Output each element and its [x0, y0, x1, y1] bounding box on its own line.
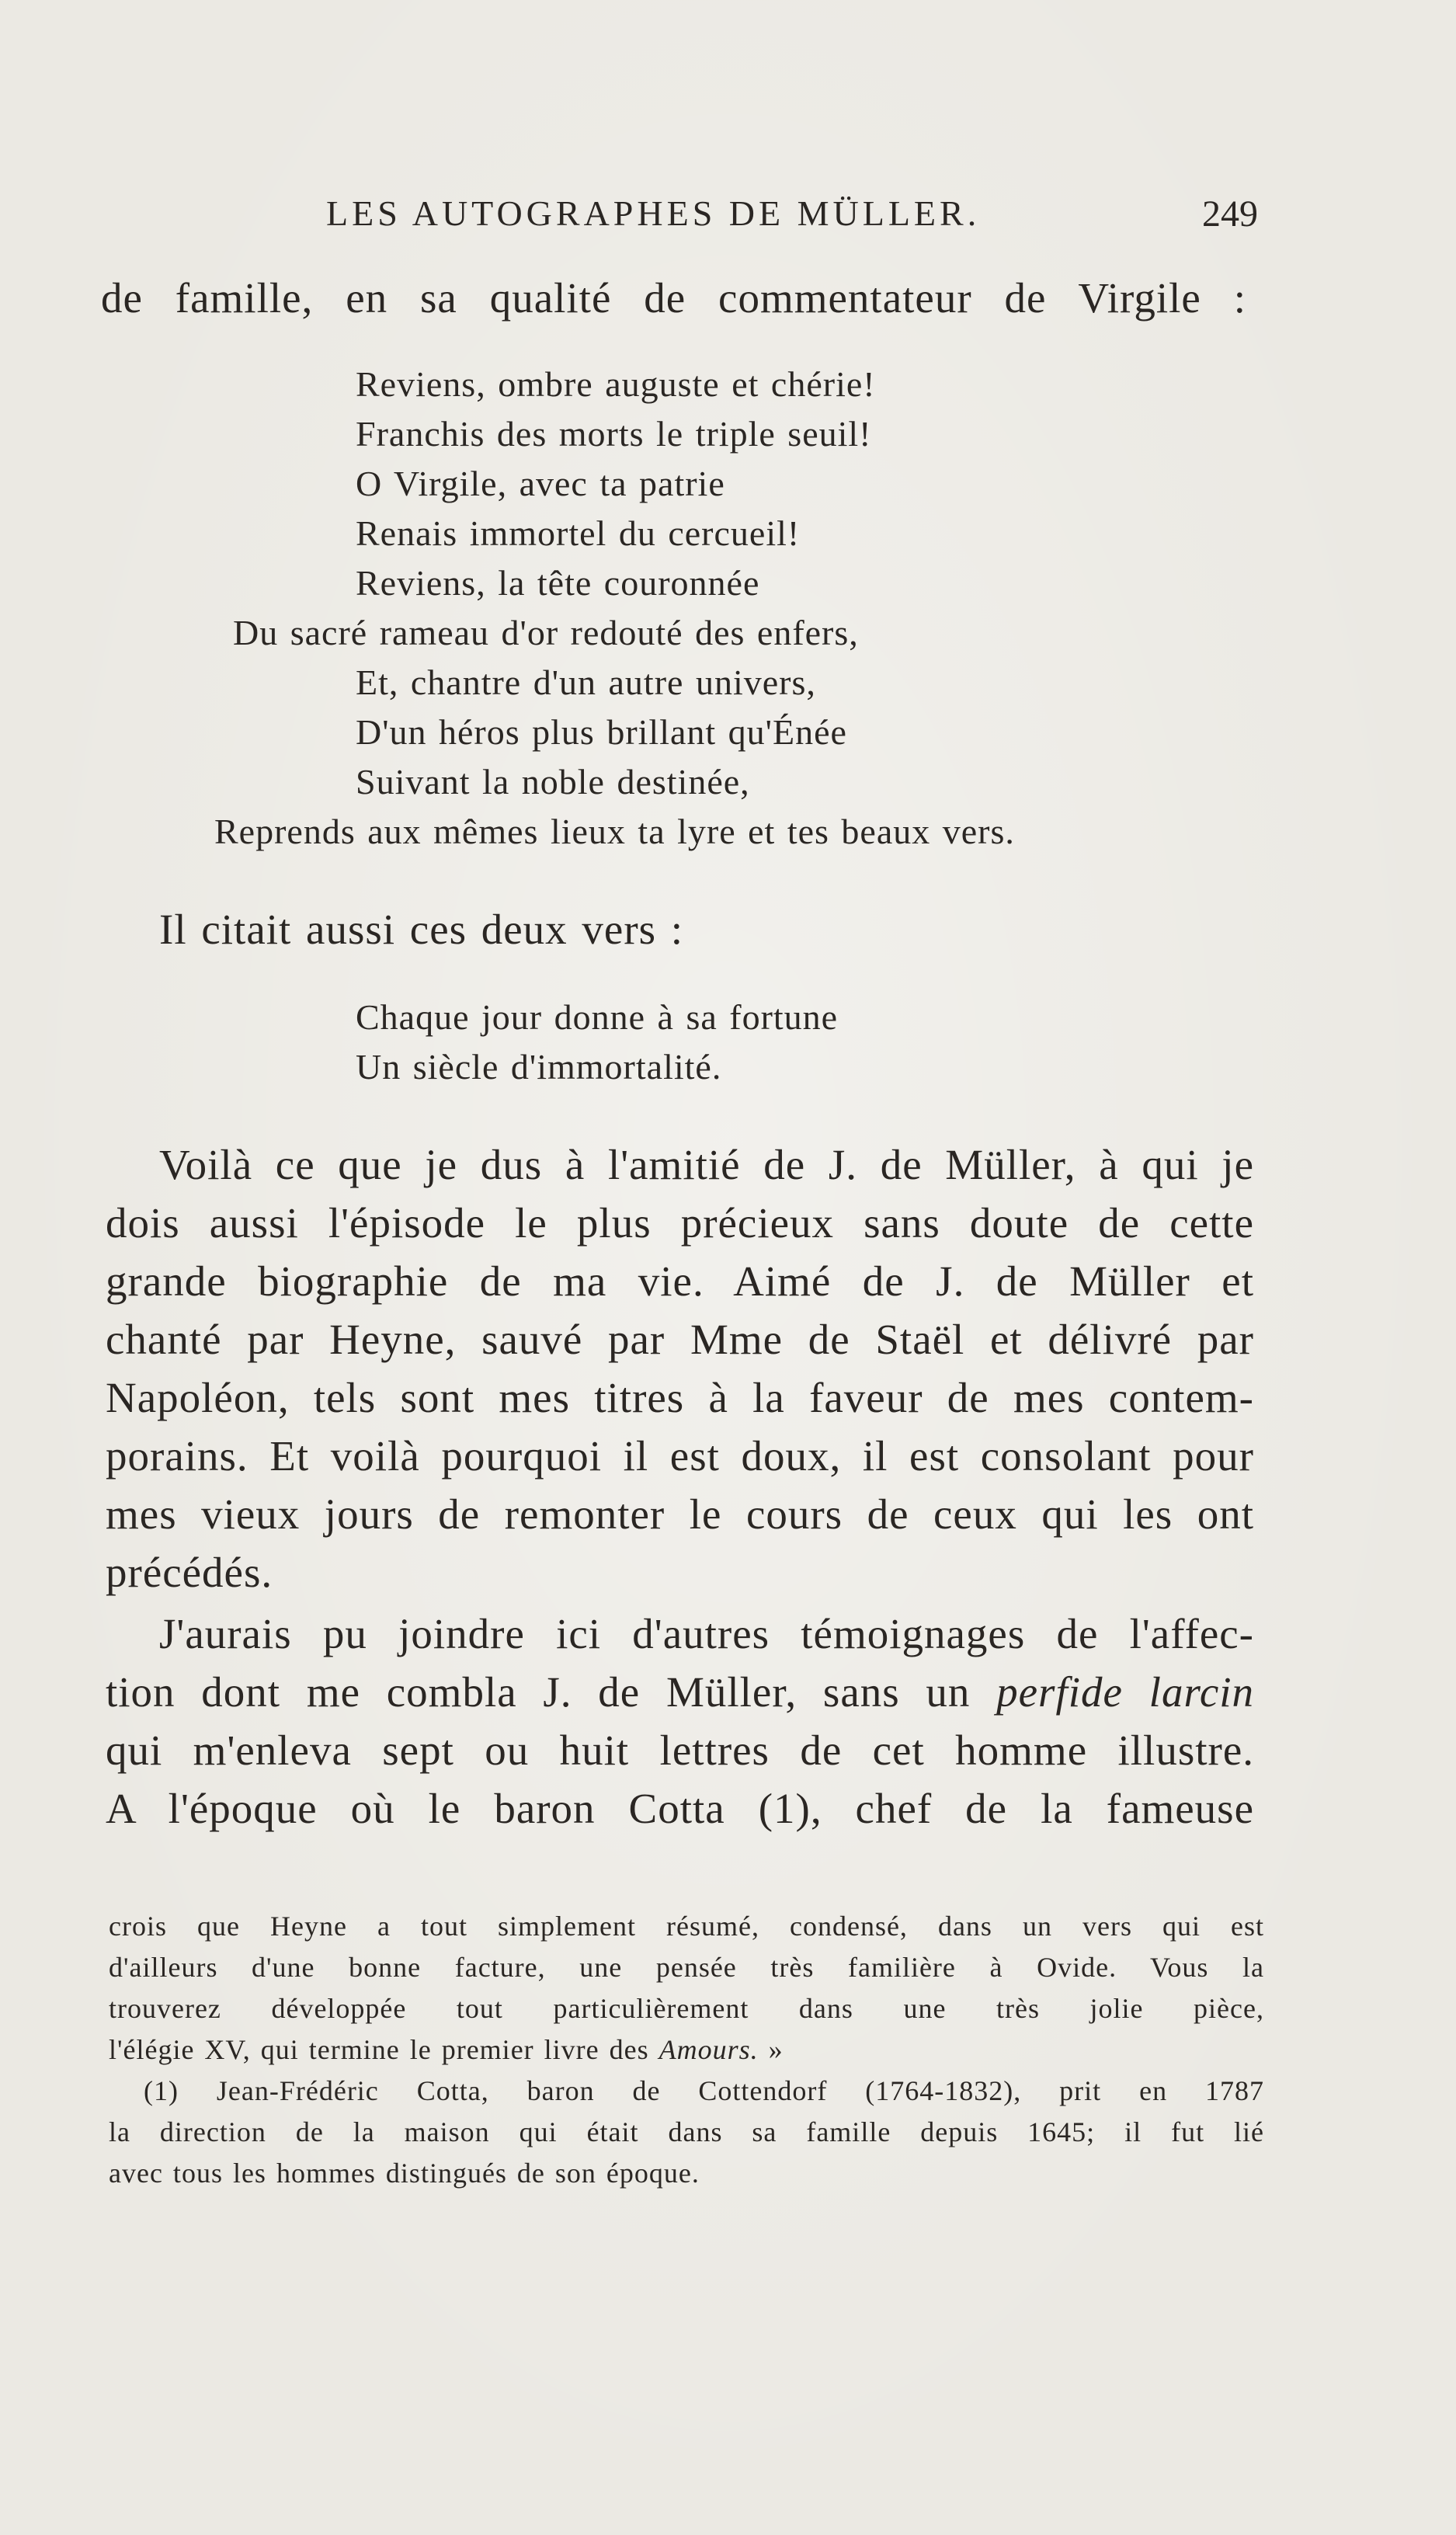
- text-line: [106, 1667, 1254, 1716]
- text-line: A l'époque où le baron Cotta (1), chef de la fameuse: [106, 1785, 1254, 1832]
- verse-line: Renais immortel du cercueil!: [356, 513, 801, 553]
- text-span: tion dont me combla J. de Müller, sans un: [106, 1668, 971, 1716]
- citation-intro: Il citait aussi ces deux vers :: [159, 906, 684, 953]
- verse-line: Et, chantre d'un autre univers,: [356, 662, 816, 702]
- text-line: chanté par Heyne, sauvé par Mme de Staël et délivré par: [106, 1316, 1254, 1363]
- verse-line: Reprends aux mêmes lieux ta lyre et tes beaux vers.: [214, 812, 1015, 851]
- page-header: [326, 193, 1258, 247]
- italic-phrase: perfide larcin: [996, 1668, 1255, 1716]
- verse-line: Chaque jour donne à sa fortune: [356, 997, 839, 1037]
- text-line: J'aurais pu joindre ici d'autres témoignages de l'affec-: [159, 1610, 1254, 1657]
- text-line: Napoléon, tels sont mes titres à la faveur de mes contem-: [106, 1374, 1254, 1421]
- footnote-line: (1) Jean-Frédéric Cotta, baron de Cottendorf (1764-1832), prit en 1787: [144, 2075, 1264, 2106]
- verse-line: Suivant la noble destinée,: [356, 762, 750, 802]
- text-span: »: [758, 2034, 784, 2065]
- page-number: 249: [1202, 193, 1258, 235]
- text-line: dois aussi l'épisode le plus précieux sans doute de cette: [106, 1199, 1254, 1247]
- text-line: précédés.: [106, 1549, 273, 1596]
- verse-line: Reviens, la tête couronnée: [356, 563, 760, 603]
- footnote-line: la direction de la maison qui était dans sa famille depuis 1645; il fut lié: [109, 2116, 1264, 2147]
- text-span: l'élégie XV, qui termine le premier livre des: [109, 2034, 649, 2065]
- footnote-line: trouverez développée tout particulièrement dans une très jolie pièce,: [109, 1993, 1264, 2024]
- running-title: LES AUTOGRAPHES DE MÜLLER.: [326, 193, 981, 233]
- footnote-line: avec tous les hommes distingués de son époque.: [109, 2158, 700, 2189]
- verse-line: Franchis des morts le triple seuil!: [356, 414, 872, 454]
- text-line: Voilà ce que je dus à l'amitié de J. de Müller, à qui je: [159, 1141, 1254, 1188]
- text-line: grande biographie de ma vie. Aimé de J. de Müller et: [106, 1257, 1254, 1305]
- opening-line: de famille, en sa qualité de commentateur de Virgile :: [101, 274, 1246, 322]
- text-line: qui m'enleva sept ou huit lettres de cet homme illustre.: [106, 1727, 1254, 1774]
- footnote-line: crois que Heyne a tout simplement résumé, condensé, dans un vers qui est: [109, 1911, 1264, 1942]
- verse-line: Un siècle d'immortalité.: [356, 1047, 722, 1087]
- verse-line: D'un héros plus brillant qu'Énée: [356, 712, 847, 752]
- verse-line: O Virgile, avec ta patrie: [356, 464, 725, 503]
- verse-line: Reviens, ombre auguste et chérie!: [356, 364, 876, 404]
- text-line: porains. Et voilà pourquoi il est doux, il est consolant pour: [106, 1432, 1254, 1480]
- footnote-line: d'ailleurs d'une bonne facture, une pensée très familière à Ovide. Vous la: [109, 1952, 1264, 1983]
- verse-line: Du sacré rameau d'or redouté des enfers,: [233, 613, 859, 652]
- text-line: mes vieux jours de remonter le cours de ceux qui les ont: [106, 1490, 1254, 1538]
- footnote-line: [109, 2033, 784, 2066]
- italic-phrase: Amours.: [659, 2034, 759, 2065]
